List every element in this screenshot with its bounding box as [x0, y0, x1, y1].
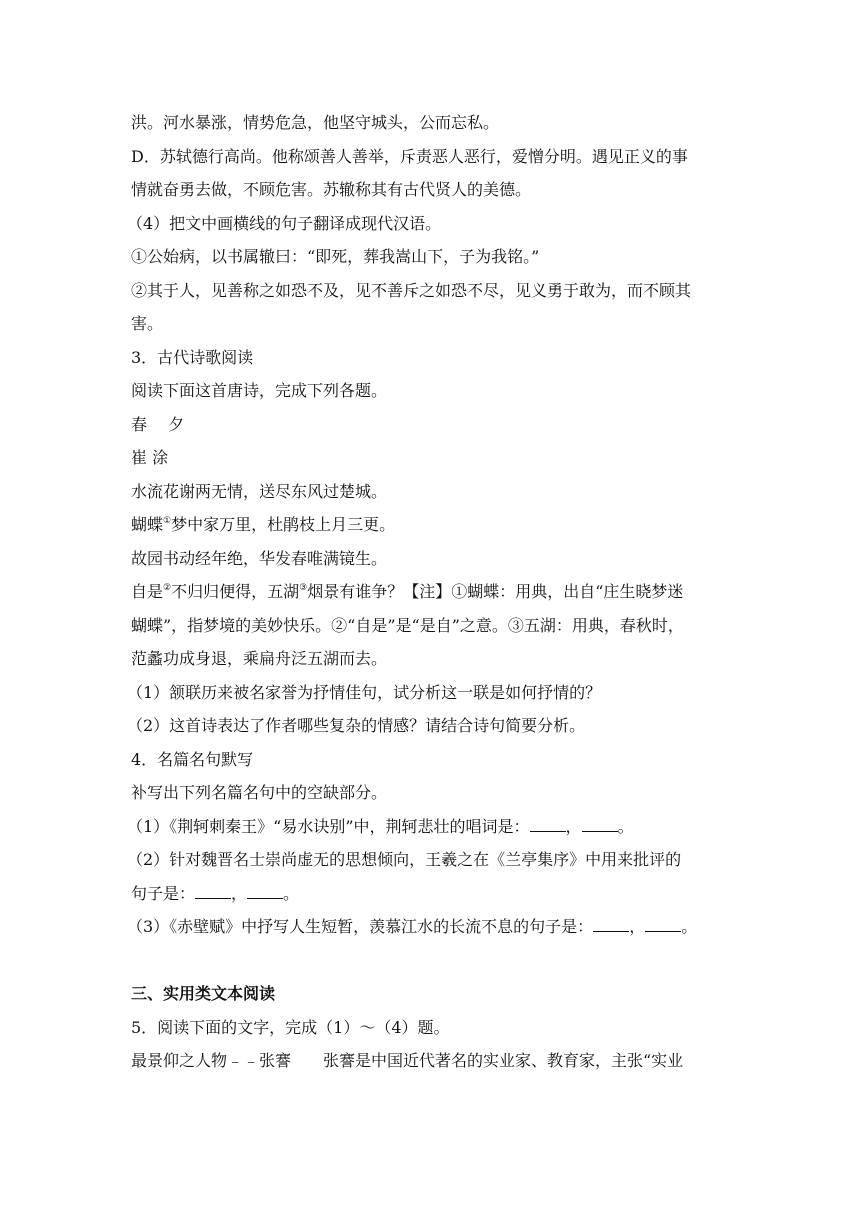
poem-line-4 — [131, 575, 735, 609]
answer-blank[interactable] — [195, 880, 231, 899]
sentence-1: ①公始病，以书属辙曰：“即死，葬我嵩山下，子为我铭。” — [131, 247, 540, 266]
answer-blank[interactable] — [645, 913, 681, 932]
punctuation: ， — [565, 816, 582, 836]
sentence-2: ②其于人，见善称之如恐不及，见不善斥之如恐不尽，见义勇于敢为，而不顾其 — [131, 280, 692, 300]
fill-question-2-cont — [131, 877, 735, 911]
poem-author: 崔 涂 — [131, 448, 169, 467]
question-text: 句子是： — [131, 883, 196, 903]
answer-blank[interactable] — [582, 813, 618, 832]
poem-note-line: 范蠡功成身退，乘扁舟泛五湖而去。 — [131, 649, 388, 668]
poem-line-2 — [131, 508, 735, 542]
poem-note-line: 蝴蝶”，指梦境的美妙快乐。②“自是”是“是自”之意。③五湖：用典，春秋时， — [131, 615, 684, 635]
poem-line-1: 水流花谢两无情，送尽东风过楚城。 — [131, 481, 388, 501]
section-heading: 三、实用类文本阅读 — [131, 984, 276, 1003]
answer-blank[interactable] — [593, 913, 629, 932]
text-line: 情就奋勇去做，不顾危害。苏辙称其有古代贤人的美德。 — [131, 180, 532, 199]
instruction-line: 补写出下列名篇名句中的空缺部分。 — [131, 783, 388, 802]
poem-title: 春 夕 — [131, 414, 185, 434]
fill-question-2: （2）针对魏晋名士崇尚虚无的思想倾向，王羲之在《兰亭集序》中用来批评的 — [127, 850, 682, 869]
question-5-prompt: 5．阅读下面的文字，完成（1）～（4）题。 — [131, 1017, 450, 1037]
article-first-line: 最景仰之人物﹣﹣张謇 张謇是中国近代著名的实业家、教育家，主张“实业 — [131, 1051, 684, 1070]
fill-question-1 — [127, 810, 735, 844]
section-3-title: 3．古代诗歌阅读 — [131, 347, 254, 367]
punctuation: 。 — [283, 883, 300, 903]
poem-text: 自是 — [131, 582, 164, 601]
question-text: （3）《赤壁赋》中抒写人生短暂，羡慕江水的长流不息的句子是： — [127, 917, 594, 936]
footnote-marker: ② — [163, 583, 172, 593]
question-2: （2）这首诗表达了作者哪些复杂的情感？请结合诗句简要分析。 — [127, 716, 586, 735]
poem-line-3: 故园书动经年绝，华发春唯满镜生。 — [131, 548, 388, 568]
footnote-marker: ① — [163, 516, 172, 526]
punctuation: 。 — [681, 917, 698, 936]
document-page — [127, 106, 735, 1078]
question-text: （1）《荆轲刺秦王》“易水诀别”中，荆轲悲壮的唱词是： — [127, 816, 530, 836]
poem-text: 不归归便得，五湖 — [171, 582, 300, 601]
option-d-line: D．苏轼德行高尚。他称颂善人善举，斥责恶人恶行，爱憎分明。遇见正义的事 — [131, 146, 688, 166]
punctuation: ， — [629, 917, 646, 936]
footnote-marker: ③ — [299, 583, 308, 593]
text-line: 洪。河水暴涨，情势危急，他坚守城头，公而忘私。 — [131, 113, 500, 132]
punctuation: 。 — [617, 816, 634, 836]
punctuation: ， — [231, 883, 248, 903]
poem-text: 梦中家万里，杜鹃枝上月三更。 — [171, 515, 396, 534]
section-4-title: 4．名篇名句默写 — [131, 749, 254, 769]
question-4-prompt: （4）把文中画横线的句子翻译成现代汉语。 — [127, 213, 442, 233]
text-line: 害。 — [131, 314, 164, 333]
answer-blank[interactable] — [530, 813, 566, 832]
answer-blank[interactable] — [247, 880, 283, 899]
instruction-line: 阅读下面这首唐诗，完成下列各题。 — [131, 381, 388, 400]
poem-note: 烟景有谁争？【注】①蝴蝶：用典，出自“庄生晓梦迷 — [307, 582, 684, 601]
fill-question-3 — [127, 910, 735, 944]
poem-text: 蝴蝶 — [131, 515, 164, 534]
question-1: （1）颔联历来被名家誉为抒情佳句，试分析这一联是如何抒情的？ — [127, 682, 602, 702]
